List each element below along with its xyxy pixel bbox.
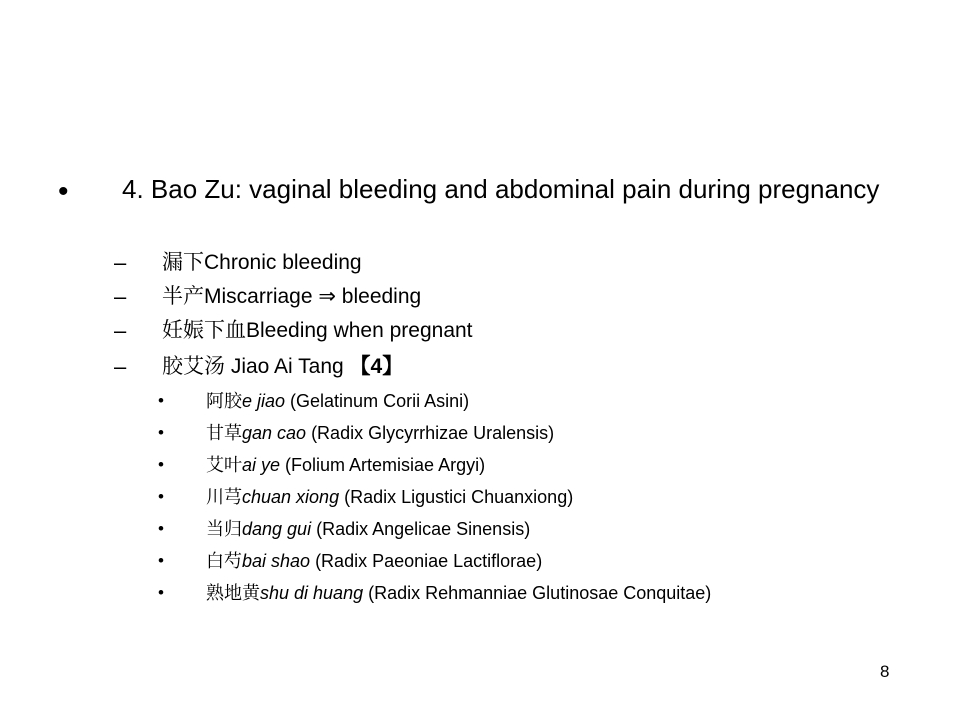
reference-bracket: 【4】 <box>349 355 404 378</box>
herb-chinese: 艾叶 <box>206 455 242 475</box>
herb-latin: (Radix Paeoniae Lactiflorae) <box>310 551 543 571</box>
bullet-marker: • <box>158 583 164 602</box>
page-number: 8 <box>880 662 890 681</box>
herb-latin: (Radix Glycyrrhizae Uralensis) <box>306 423 555 443</box>
herb-latin: (Radix Ligustici Chuanxiong) <box>339 487 574 507</box>
formula-name: 胶艾汤 Jiao Ai Tang <box>162 355 344 378</box>
herb-text <box>206 386 469 416</box>
herb-pinyin: chuan xiong <box>242 487 340 507</box>
bullet-marker: • <box>158 487 164 506</box>
herb-chinese: 甘草 <box>206 423 242 443</box>
herb-text <box>206 546 542 576</box>
herb-text <box>206 482 573 512</box>
dash-marker: – <box>114 284 127 309</box>
dash-marker: – <box>114 250 127 275</box>
sub-item-text-wrapper <box>162 350 403 384</box>
sub-item-text: 半产Miscarriage ⇒ bleeding <box>162 285 422 308</box>
herb-pinyin: dang gui <box>242 519 312 539</box>
herb-chinese: 熟地黄 <box>206 583 260 603</box>
herb-chinese: 阿胶 <box>206 391 242 411</box>
bullet-marker: • <box>158 551 164 570</box>
herb-text <box>206 578 711 608</box>
herb-pinyin: bai shao <box>242 551 311 571</box>
herb-text <box>206 450 485 480</box>
herb-latin: (Folium Artemisiae Argyi) <box>280 455 486 475</box>
herb-pinyin: gan cao <box>242 423 307 443</box>
herb-pinyin: e jiao <box>242 391 286 411</box>
sub-item-text: 漏下Chronic bleeding <box>162 251 362 274</box>
bullet-marker: • <box>158 455 164 474</box>
bullet-marker: • <box>158 391 164 410</box>
main-heading: 4. Bao Zu: vaginal bleeding and abdominal pain during pregnancy <box>122 174 880 204</box>
dash-marker: – <box>114 354 127 379</box>
herb-chinese: 白芍 <box>206 551 242 571</box>
herb-text <box>206 418 554 448</box>
main-bullet: • <box>58 175 69 208</box>
herb-latin: (Radix Angelicae Sinensis) <box>311 519 531 539</box>
herb-text <box>206 514 530 544</box>
bullet-marker: • <box>158 519 164 538</box>
bullet-marker: • <box>158 423 164 442</box>
herb-chinese: 当归 <box>206 519 242 539</box>
herb-latin: (Radix Rehmanniae Glutinosae Conquitae) <box>363 583 712 603</box>
herb-chinese: 川芎 <box>206 487 242 507</box>
herb-pinyin: ai ye <box>242 455 281 475</box>
dash-marker: – <box>114 318 127 343</box>
herb-latin: (Gelatinum Corii Asini) <box>285 391 470 411</box>
herb-pinyin: shu di huang <box>260 583 364 603</box>
sub-item-text: 妊娠下血Bleeding when pregnant <box>162 319 473 342</box>
